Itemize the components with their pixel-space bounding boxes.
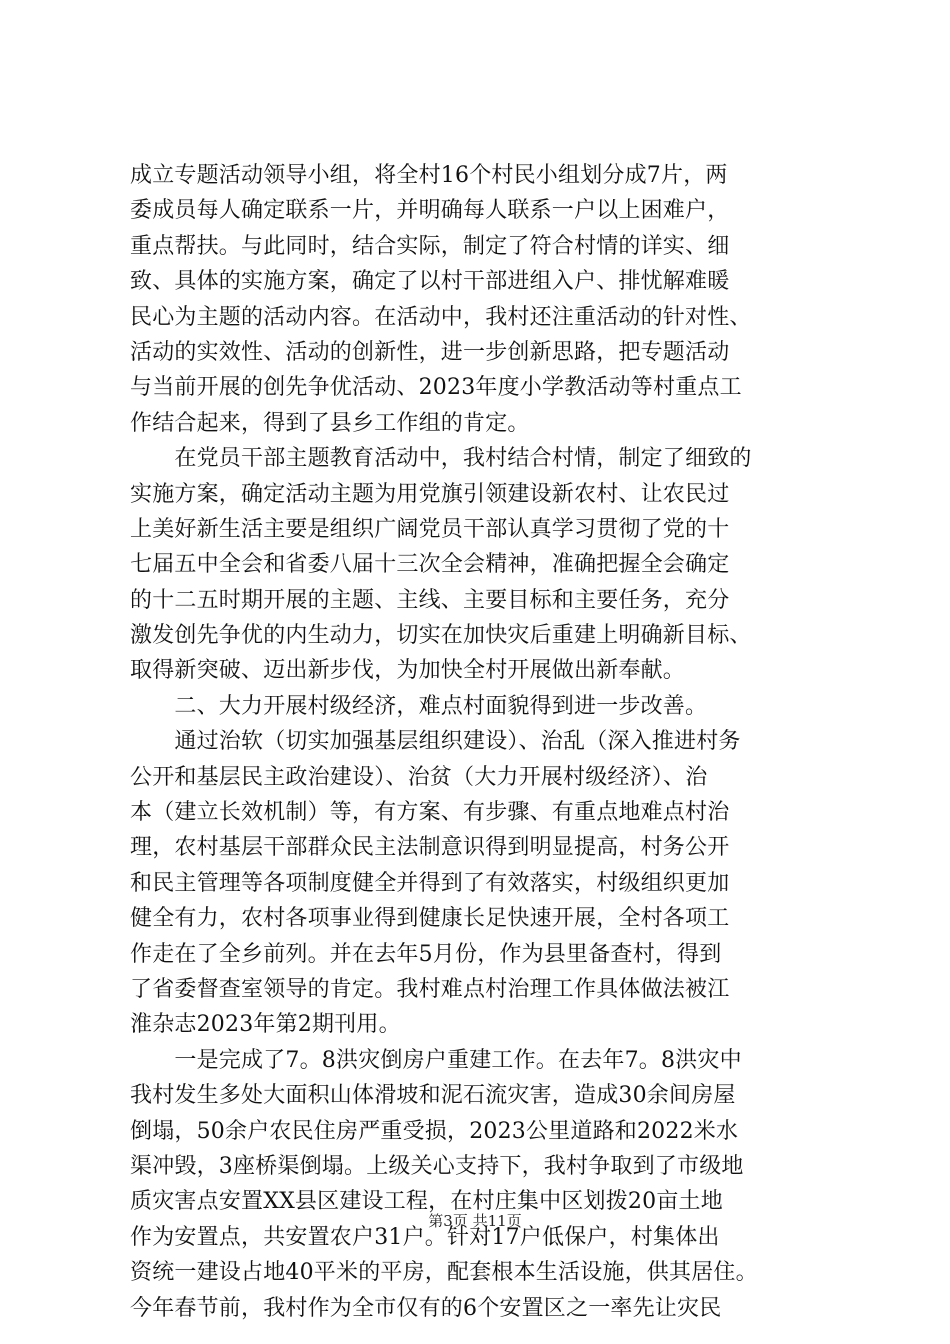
text-line: 我村发生多处大面积山体滑坡和泥石流灾害，造成30余间房屋 [130, 1083, 736, 1109]
text-line: 委成员每人确定联系一片，并明确每人联系一户以上困难户， [130, 198, 730, 224]
text-line: 和民主管理等各项制度健全并得到了有效落实，村级组织更加 [130, 870, 730, 896]
text-line: 在党员干部主题教育活动中，我村结合村情，制定了细致的 [130, 446, 752, 472]
text-line: 今年春节前，我村作为全市仅有的6个安置区之一率先让灾民 [130, 1295, 722, 1321]
page-number-footer: 第3页 共11页 [428, 1212, 522, 1230]
text-line: 作结合起来，得到了县乡工作组的肯定。 [130, 410, 530, 436]
text-line: 作为安置点，共安置农户31户。针对17户低保户，村集体出 [130, 1224, 720, 1250]
text-line: 七届五中全会和省委八届十三次全会精神，准确把握全会确定 [130, 552, 730, 578]
text-line: 取得新突破、迈出新步伐，为加快全村开展做出新奉献。 [130, 658, 686, 684]
text-line: 民心为主题的活动内容。在活动中，我村还注重活动的针对性、 [130, 304, 752, 330]
text-line: 的十二五时期开展的主题、主线、主要目标和主要任务，充分 [130, 587, 730, 613]
text-line: 致、具体的实施方案，确定了以村干部进组入户、排忧解难暖 [130, 269, 730, 295]
document-body [130, 158, 850, 1326]
section-heading: 二、大力开展村级经济，难点村面貌得到进一步改善。 [130, 693, 708, 719]
text-line: 了省委督查室领导的肯定。我村难点村治理工作具体做法被江 [130, 976, 730, 1002]
text-line: 上美好新生活主要是组织广阔党员干部认真学习贯彻了党的十 [130, 516, 730, 542]
text-line: 本（建立长效机制）等，有方案、有步骤、有重点地难点村治 [130, 800, 730, 826]
text-line: 实施方案，确定活动主题为用党旗引领建设新农村、让农民过 [130, 481, 730, 507]
text-line: 公开和基层民主政治建设）、治贫（大力开展村级经济）、治 [130, 764, 708, 790]
text-line: 倒塌，50余户农民住房严重受损，2023公里道路和2022米水 [130, 1118, 739, 1144]
text-line: 健全有力，农村各项事业得到健康长足快速开展，全村各项工 [130, 906, 730, 932]
text-line: 质灾害点安置XX县区建设工程，在村庄集中区划拨20亩土地 [130, 1189, 723, 1215]
text-line: 活动的实效性、活动的创新性，进一步创新思路，把专题活动 [130, 339, 730, 365]
text-line: 渠冲毁，3座桥渠倒塌。上级关心支持下，我村争取到了市级地 [130, 1153, 744, 1179]
text-line: 理，农村基层干部群众民主法制意识得到明显提高，村务公开 [130, 835, 730, 861]
text-line: 激发创先争优的内生动力，切实在加快灾后重建上明确新目标、 [130, 623, 752, 649]
text-line: 淮杂志2023年第2期刊用。 [130, 1012, 401, 1038]
text-line: 作走在了全乡前列。并在去年5月份，作为县里备查村，得到 [130, 941, 722, 967]
text-line: 资统一建设占地40平米的平房，配套根本生活设施，供其居住。 [130, 1260, 758, 1286]
text-line: 重点帮扶。与此同时，结合实际，制定了符合村情的详实、细 [130, 233, 730, 259]
text-line: 与当前开展的创先争优活动、2023年度小学教活动等村重点工 [130, 375, 742, 401]
text-line: 成立专题活动领导小组，将全村16个村民小组划分成7片，两 [130, 163, 728, 188]
text-line: 通过治软（切实加强基层组织建设）、治乱（深入推进村务 [130, 729, 741, 755]
text-line: 一是完成了7。8洪灾倒房户重建工作。在去年7。8洪灾中 [130, 1047, 742, 1073]
